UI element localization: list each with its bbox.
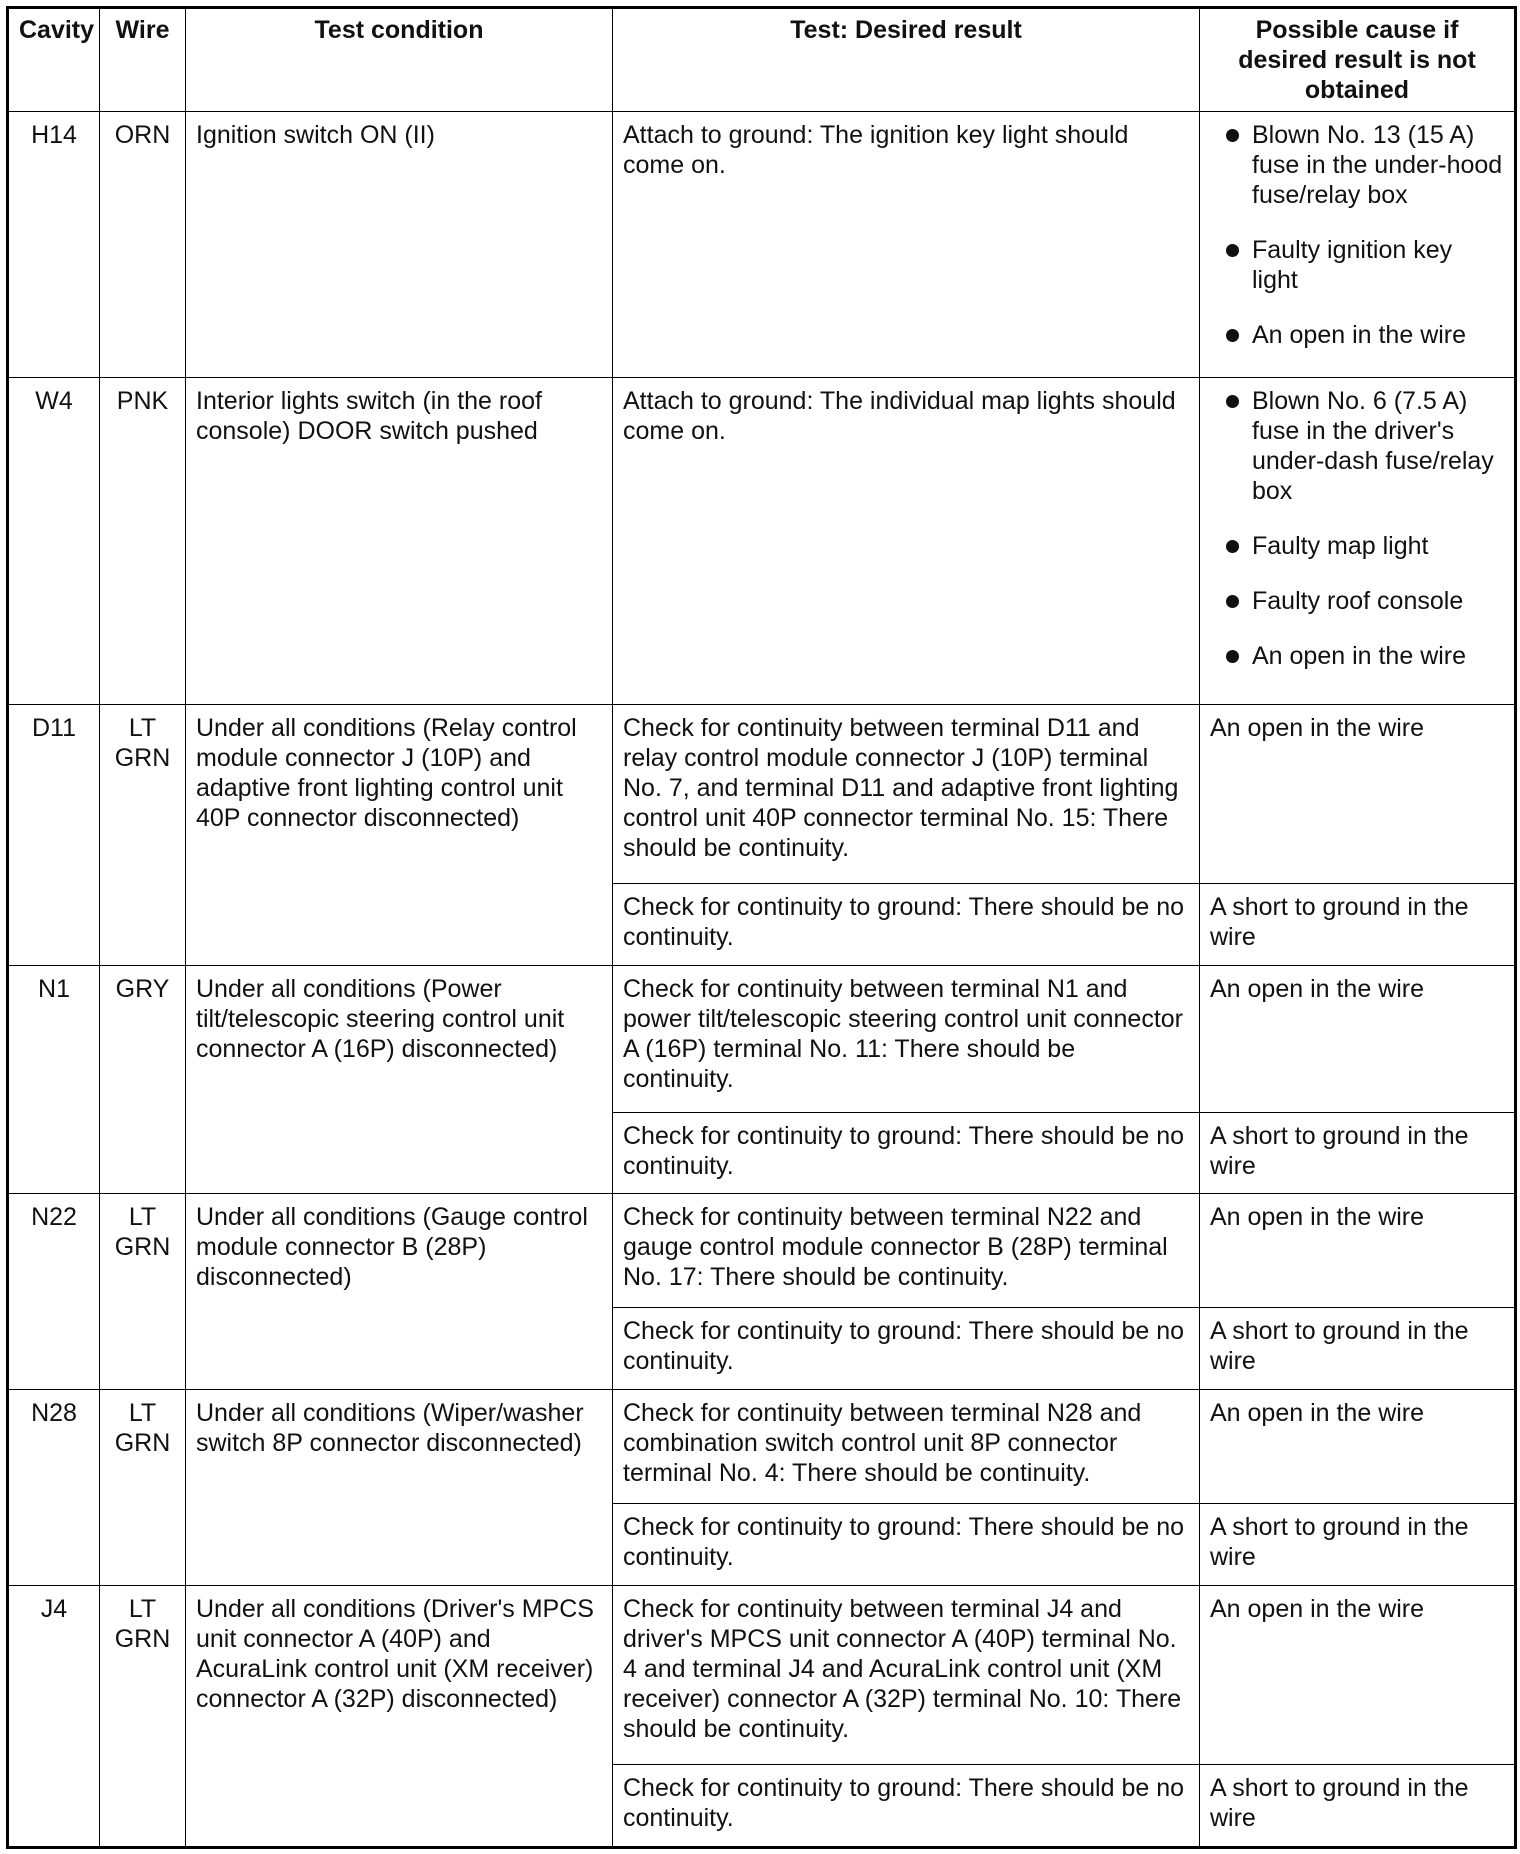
test-condition-cell: Under all conditions (Power tilt/telescopic steering control unit connector A (16P) disconnected) (186, 965, 613, 1193)
wire-cell: LT GRN (100, 1390, 186, 1586)
possible-cause-cell: An open in the wire (1200, 1585, 1516, 1764)
desired-result-cell: Check for continuity to ground: There should be no continuity. (613, 884, 1200, 966)
desired-result-cell: Check for continuity to ground: There should be no continuity. (613, 1765, 1200, 1848)
possible-cause-cell: An open in the wire (1200, 1194, 1516, 1308)
cavity-cell: W4 (8, 378, 100, 704)
cause-item: Blown No. 6 (7.5 A) fuse in the driver's under-dash fuse/relay box (1210, 386, 1504, 506)
table-row (8, 112, 1516, 378)
table-row (8, 1585, 1516, 1764)
wire-cell: LT GRN (100, 1585, 186, 1847)
possible-cause-cell: A short to ground in the wire (1200, 1765, 1516, 1848)
possible-cause-cell: An open in the wire (1200, 1390, 1516, 1504)
cause-item: Faulty ignition key light (1210, 235, 1504, 295)
possible-cause-cell: A short to ground in the wire (1200, 884, 1516, 966)
cause-item: Faulty roof console (1210, 586, 1504, 616)
table-row (8, 1194, 1516, 1308)
desired-result-cell: Check for continuity between terminal D11 and relay control module connector J (10P) terminal No. 7, and terminal D11 and adaptive front lighting control unit 40P connector terminal No. 15: There should be continuity. (613, 704, 1200, 883)
cavity-cell: H14 (8, 112, 100, 378)
wire-cell: ORN (100, 112, 186, 378)
cavity-cell: D11 (8, 704, 100, 965)
cavity-cell: N1 (8, 965, 100, 1193)
test-condition-cell: Under all conditions (Driver's MPCS unit connector A (40P) and AcuraLink control unit (XM receiver) connector A (32P) disconnected) (186, 1585, 613, 1847)
cause-item: Faulty map light (1210, 531, 1504, 561)
cavity-cell: N22 (8, 1194, 100, 1390)
cavity-cell: N28 (8, 1390, 100, 1586)
test-condition-cell: Under all conditions (Relay control module connector J (10P) and adaptive front lighting control unit 40P connector disconnected) (186, 704, 613, 965)
table-row (8, 965, 1516, 1112)
desired-result-cell: Attach to ground: The individual map lights should come on. (613, 378, 1200, 704)
desired-result-cell: Check for continuity between terminal J4 and driver's MPCS unit connector A (40P) terminal No. 4 and terminal J4 and AcuraLink control unit (XM receiver) connector A (32P) terminal No. 10: There should be continuity. (613, 1585, 1200, 1764)
possible-cause-cell: An open in the wire (1200, 704, 1516, 883)
wire-cell: PNK (100, 378, 186, 704)
possible-cause-cell: A short to ground in the wire (1200, 1112, 1516, 1194)
possible-cause-cell: An open in the wire (1200, 965, 1516, 1112)
possible-cause-cell: A short to ground in the wire (1200, 1308, 1516, 1390)
desired-result-cell: Check for continuity to ground: There should be no continuity. (613, 1112, 1200, 1194)
wire-cell: LT GRN (100, 1194, 186, 1390)
test-condition-cell: Under all conditions (Wiper/washer switch 8P connector disconnected) (186, 1390, 613, 1586)
cause-item: An open in the wire (1210, 320, 1504, 350)
test-condition-cell: Under all conditions (Gauge control module connector B (28P) disconnected) (186, 1194, 613, 1390)
table-row (8, 378, 1516, 704)
cause-list (1210, 120, 1504, 350)
possible-cause-cell (1200, 378, 1516, 704)
header-test-condition: Test condition (186, 8, 613, 112)
wire-cell: LT GRN (100, 704, 186, 965)
desired-result-cell: Check for continuity between terminal N22 and gauge control module connector B (28P) terminal No. 17: There should be continuity. (613, 1194, 1200, 1308)
cause-item: An open in the wire (1210, 641, 1504, 671)
desired-result-cell: Check for continuity between terminal N1 and power tilt/telescopic steering control unit connector A (16P) terminal No. 11: There should be continuity. (613, 965, 1200, 1112)
possible-cause-cell: A short to ground in the wire (1200, 1504, 1516, 1586)
header-desired-result: Test: Desired result (613, 8, 1200, 112)
desired-result-cell: Check for continuity between terminal N28 and combination switch control unit 8P connector terminal No. 4: There should be continuity. (613, 1390, 1200, 1504)
desired-result-cell: Check for continuity to ground: There should be no continuity. (613, 1504, 1200, 1586)
test-condition-cell: Ignition switch ON (II) (186, 112, 613, 378)
test-condition-cell: Interior lights switch (in the roof console) DOOR switch pushed (186, 378, 613, 704)
wire-cell: GRY (100, 965, 186, 1193)
header-possible-cause: Possible cause if desired result is not obtained (1200, 8, 1516, 112)
cavity-cell: J4 (8, 1585, 100, 1847)
test-table (6, 6, 1517, 1849)
cause-item: Blown No. 13 (15 A) fuse in the under-hood fuse/relay box (1210, 120, 1504, 210)
possible-cause-cell (1200, 112, 1516, 378)
header-wire: Wire (100, 8, 186, 112)
cause-list (1210, 386, 1504, 671)
header-cavity: Cavity (8, 8, 100, 112)
header-row (8, 8, 1516, 112)
table-row (8, 1390, 1516, 1504)
table-row (8, 704, 1516, 883)
desired-result-cell: Attach to ground: The ignition key light should come on. (613, 112, 1200, 378)
desired-result-cell: Check for continuity to ground: There should be no continuity. (613, 1308, 1200, 1390)
